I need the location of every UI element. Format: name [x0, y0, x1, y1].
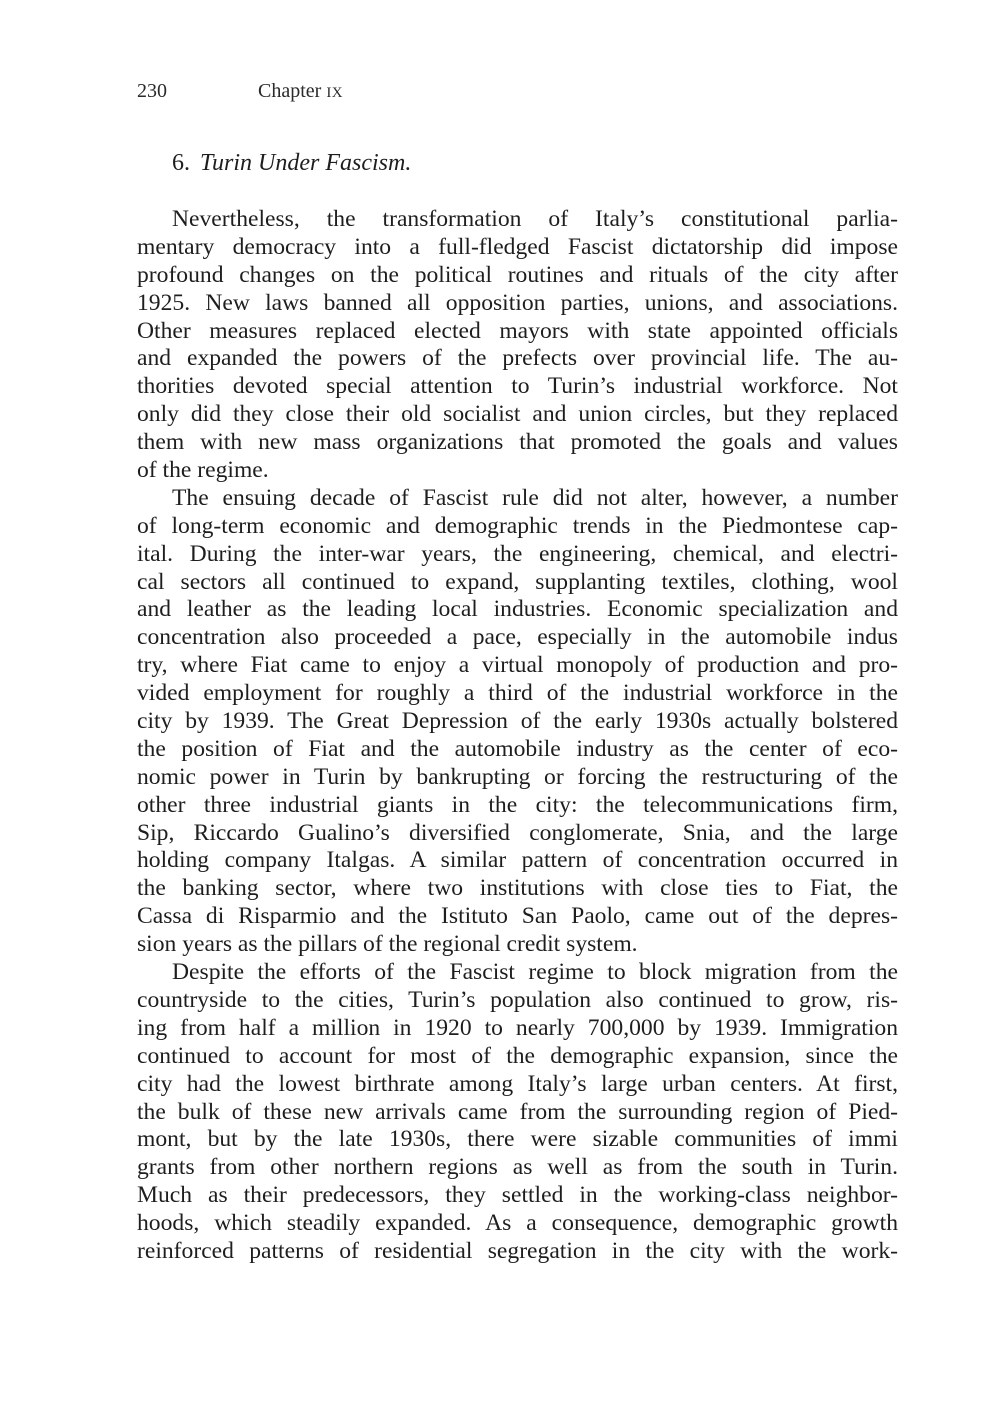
text-line: only did they close their old socialist and union circles, but they replaced [137, 401, 898, 428]
text-line: and leather as the leading local industries. Economic specialization and [137, 596, 898, 623]
paragraph [137, 206, 898, 485]
running-head [137, 80, 343, 103]
text-line: thorities devoted special attention to Turin’s industrial workforce. Not [137, 373, 898, 400]
text-line: hoods, which steadily expanded. As a consequence, demographic growth [137, 1210, 898, 1237]
paragraph [137, 485, 898, 959]
text-line: sion years as the pillars of the regional credit system. [137, 931, 638, 958]
text-line: the banking sector, where two institutions with close ties to Fiat, the [137, 875, 898, 902]
page-number: 230 [137, 80, 167, 102]
text-line: city by 1939. The Great Depression of the early 1930s actually bolstered [137, 708, 898, 735]
text-line: continued to account for most of the demographic expansion, since the [137, 1042, 898, 1069]
text-line: vided employment for roughly a third of the industrial workforce in the [137, 680, 898, 707]
text-line: the bulk of these new arrivals came from the surrounding region of Pied- [137, 1098, 898, 1125]
text-line: concentration also proceeded a pace, especially in the automobile indus [137, 624, 898, 651]
text-line: 1925. New laws banned all opposition parties, unions, and associations. [137, 289, 898, 316]
text-line: ing from half a million in 1920 to nearly 700,000 by 1939. Immigration [137, 1014, 898, 1041]
section-heading [172, 150, 411, 177]
chapter-number: IX [326, 85, 344, 101]
text-line: Other measures replaced elected mayors with state appointed officials [137, 317, 898, 344]
text-line: of the regime. [137, 457, 269, 484]
text-line: The ensuing decade of Fascist rule did not alter, however, a number [172, 484, 898, 511]
body-text [137, 206, 898, 1266]
text-line: Much as their predecessors, they settled in the working-class neighbor- [137, 1182, 898, 1209]
section-title: Turin Under Fascism. [200, 150, 412, 176]
text-line: them with new mass organizations that promoted the goals and values [137, 429, 898, 456]
text-line: try, where Fiat came to enjoy a virtual monopoly of production and pro- [137, 652, 898, 679]
text-line: other three industrial giants in the city: the telecommunications firm, [137, 791, 898, 818]
text-line: reinforced patterns of residential segregation in the city with the work- [137, 1237, 898, 1264]
text-line: profound changes on the political routines and rituals of the city after [137, 261, 898, 288]
text-line: cal sectors all continued to expand, supplanting textiles, clothing, wool [137, 568, 898, 595]
text-line: grants from other northern regions as well as from the south in Turin. [137, 1154, 898, 1181]
text-line: mentary democracy into a full-fledged Fascist dictatorship did impose [137, 233, 898, 260]
text-line: holding company Italgas. A similar pattern of concentration occurred in [137, 847, 898, 874]
text-line: and expanded the powers of the prefects over provincial life. The au- [137, 345, 898, 372]
text-line: Nevertheless, the transformation of Italy’s constitutional parlia- [172, 206, 898, 232]
text-line: mont, but by the late 1930s, there were sizable communities of immi [137, 1126, 898, 1153]
text-line: of long-term economic and demographic trends in the Piedmontese cap- [137, 512, 898, 539]
text-line: Cassa di Risparmio and the Istituto San Paolo, came out of the depres- [137, 903, 898, 930]
text-line: Sip, Riccardo Gualino’s diversified conglomerate, Snia, and the large [137, 819, 898, 846]
text-line: the position of Fiat and the automobile industry as the center of eco- [137, 735, 898, 762]
text-line: Despite the efforts of the Fascist regime to block migration from the [172, 959, 898, 986]
section-number: 6. [172, 150, 190, 176]
text-line: countryside to the cities, Turin’s population also continued to grow, ris- [137, 986, 898, 1013]
text-line: nomic power in Turin by bankrupting or forcing the restructuring of the [137, 763, 898, 790]
paragraph [137, 959, 898, 1266]
text-line: ital. During the inter-war years, the engineering, chemical, and electri- [137, 540, 898, 567]
chapter-label: Chapter [258, 80, 322, 102]
text-line: city had the lowest birthrate among Italy’s large urban centers. At first, [137, 1070, 898, 1097]
